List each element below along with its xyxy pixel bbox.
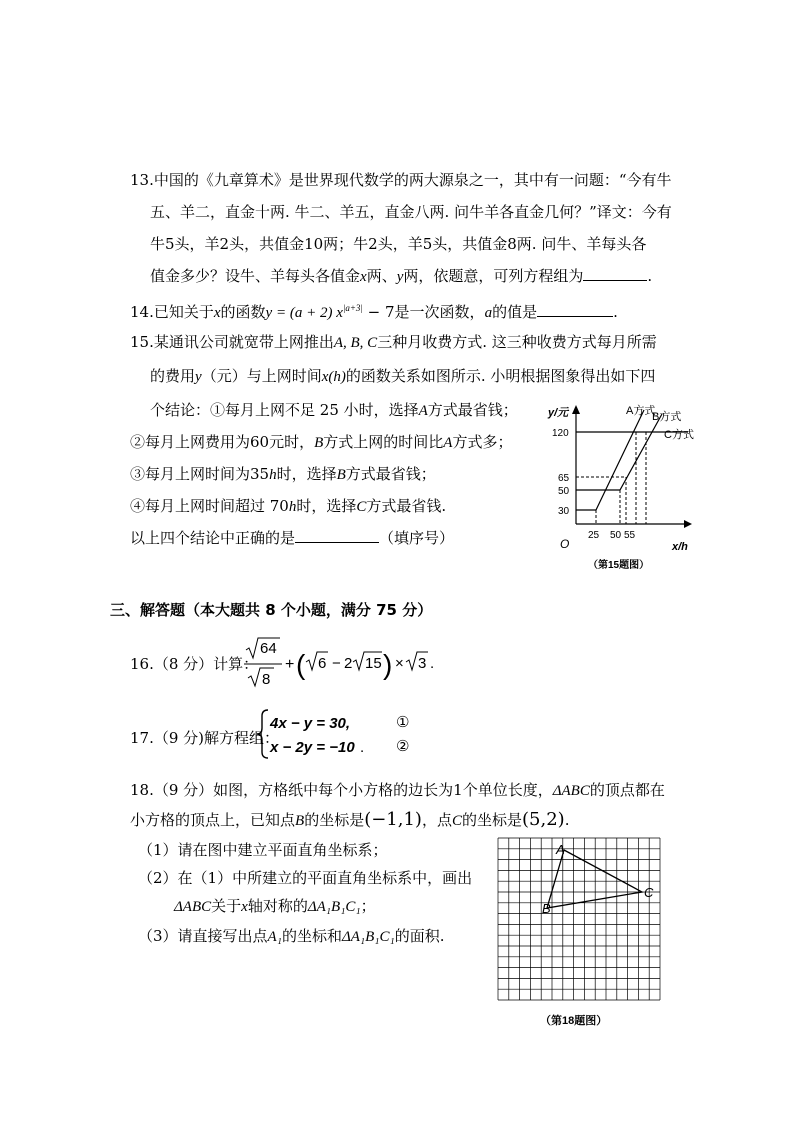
figure-caption: （第15题图） [588,560,650,571]
q18-sub1: （1）请在图中建立平面直角坐标系； [138,841,388,859]
brace-icon [257,710,268,758]
line-b [576,414,662,490]
q18-text: 18.（9 分）如图，方格纸中每个小方格的边长为1个单位长度， [130,781,553,799]
right-paren: ) [383,649,393,680]
label-a: A [556,842,565,857]
origin-label: O [560,537,570,551]
q13-text: 两、 [366,267,397,285]
q13-line1: 13.中国的《九章算术》是世界现代数学的两大源泉之一，其中有一问题：“今有牛 [130,171,672,189]
q16-expression [240,634,440,694]
q18-text: ； [360,897,376,915]
q15-line2 [150,366,655,387]
c2-text: 方式上网的时间比 [323,433,444,451]
radicand-15: 15 [365,655,382,672]
c1-text: 方式最省钱； [427,401,518,419]
q18-text: 的坐标是 [304,811,365,829]
minus-sign: − [332,655,341,672]
triangle-a1b1c1: ΔA₁B₁C₁ [341,929,395,945]
q18-text: 轴对称的 [247,897,308,915]
q15-ask [130,528,454,548]
q18-text: ，点 [421,811,452,829]
point-c: C [451,813,462,829]
vars-abc: A, B, C [333,335,378,351]
c4-text: 方式最省钱. [366,497,447,515]
q18-end: . [564,811,570,829]
y-tick-50: 50 [558,486,570,497]
q18-line1 [130,780,665,801]
answer-blank[interactable] [295,528,379,543]
q14-line [130,298,618,323]
y-axis-arrow-icon [572,405,580,414]
equation-2-period: . [360,739,365,756]
q15-text: 15.某通讯公司就宽带上网推出 [130,333,334,351]
q13-line3: 牛5头，羊2头，共值金10两；牛2头，羊5头，共值金8两. 问牛、羊每头各 [150,235,647,253]
var-x: x [360,269,367,285]
q14-text: 的函数 [220,303,266,321]
figure-caption: （第18题图） [540,1015,608,1027]
q15-text: 三种月收费方式. 这三种收费方式每月所需 [377,333,657,351]
q18-sub2-line2 [174,896,376,917]
ask-text: 以上四个结论中正确的是 [130,529,296,547]
x-tick-50: 50 [610,530,622,541]
answer-blank[interactable] [537,302,613,317]
var-y: y [396,269,404,285]
y-tick-30: 30 [558,506,570,517]
var-xh: x(h) [321,369,346,385]
q18-text: 小方格的顶点上，已知点 [130,811,296,829]
q14-end: . [613,303,618,321]
label-a-plan: A方式 [626,405,656,417]
q14-text: 14.已知关于 [130,303,214,321]
q18-text: 关于 [211,897,242,915]
q18-grid-figure [496,836,662,1036]
var-a: A [418,403,428,419]
q16-line [130,654,258,694]
triangle-a1b1c1: ΔA₁B₁C₁ [307,899,361,915]
q15-conclusion-1 [150,400,518,421]
c4-text: ④每月上网时间超过 70 [130,497,289,515]
label-b: B [542,901,551,916]
q16-label: 16.（8 分）计算： [130,655,259,673]
coefficient: 2 [344,655,353,672]
coord-b: (−1,1) [364,809,422,830]
q13-text: 值金多少？设牛、羊每头各值金 [150,267,361,285]
radicand-8: 8 [262,671,271,688]
var-b: B [336,467,346,483]
q15-conclusion-4 [130,496,446,517]
c4-text: 时，选择 [296,497,357,515]
y-axis-label: y/元 [548,407,569,419]
q18-sub2: （2）在（1）中所建立的平面直角坐标系中，画出 [138,869,473,887]
q15-text: （元）与上网时间 [201,367,322,385]
label-b-plan: B方式 [652,411,682,423]
q18-text: 的坐标和 [281,927,342,945]
q13-line4 [150,266,652,287]
q18-sub3 [138,926,445,947]
q17-label: 17.（9 分)解方程组： [130,729,280,747]
triangle-abc: ΔABC [552,783,590,799]
c3-text: 方式最省钱； [345,465,436,483]
var-h: h [269,467,277,483]
q15-line1 [130,332,657,353]
q15-conclusion-2 [130,432,512,453]
function-tail: − 7 [362,303,395,321]
q18-text: （3）请直接写出点 [138,927,268,945]
var-a: A [443,435,453,451]
var-h: h [288,499,297,515]
point-a1: A₁ [267,929,282,945]
expression-end: . [430,655,435,672]
triangle-abc: ΔABC [174,899,212,915]
mark-1: ① [396,714,410,731]
x-tick-25: 25 [588,530,600,541]
q18-text: 的面积. [394,927,445,945]
radicand-3: 3 [418,655,427,672]
ask-text: （填序号） [379,529,455,547]
q15-text: 的函数关系如图所示. 小明根据图象得出如下四 [345,367,656,385]
q15-figure [540,400,700,580]
line-a [576,410,644,510]
q18-text: 的顶点都在 [589,781,665,799]
var-x: x [213,305,221,321]
plus-sign: + [285,656,295,673]
q15-conclusion-3 [130,464,436,485]
x-tick-55: 55 [624,530,636,541]
function-exponent: |a+3| [342,303,363,313]
q17-system [254,708,434,760]
q18-text: 的坐标是 [462,811,523,829]
answer-blank[interactable] [583,266,647,281]
q18-line2 [130,810,569,831]
var-x: x [241,899,248,915]
coord-c: (5,2) [522,809,565,830]
label-c: C [644,885,654,900]
var-y: y [195,369,202,385]
mark-2: ② [396,738,410,755]
y-tick-65: 65 [558,473,570,484]
c1-text: 个结论：①每月上网不足 25 小时，选择 [150,401,419,419]
q14-text: 的值是 [492,303,538,321]
left-paren: ( [296,649,306,680]
q14-text: 是一次函数， [394,303,485,321]
var-a: a [484,305,493,321]
square-grid [498,838,660,1000]
c2-text: 方式多； [452,433,513,451]
c2-text: ②每月上网费用为60元时， [130,433,315,451]
var-b: B [314,435,324,451]
radicand-64: 64 [260,640,277,657]
var-c: C [356,499,367,515]
q13-end: . [647,267,653,285]
radicand-6: 6 [318,655,327,672]
c3-text: ③每月上网时间为35 [130,465,270,483]
equation-2: x − 2y = −10 [270,739,355,756]
q15-text: 的费用 [150,367,196,385]
x-axis-arrow-icon [684,520,692,528]
q13-line2: 五、羊二，直金十两. 牛二、羊五，直金八两. 问牛羊各直金几何？”译文：今有 [150,203,672,221]
times-sign: × [395,655,404,672]
point-b: B [295,813,305,829]
equation-1: 4x − y = 30, [270,715,351,732]
label-c-plan: C方式 [664,429,694,441]
function-expression: y = (a + 2) x [265,305,343,321]
c3-text: 时，选择 [276,465,337,483]
x-axis-label: x/h [672,541,688,553]
q13-text: 两，依题意，可列方程组为 [403,267,584,285]
y-tick-120: 120 [552,428,569,439]
section-title: 三、解答题（本大题共 8 个小题，满分 75 分） [110,601,433,619]
